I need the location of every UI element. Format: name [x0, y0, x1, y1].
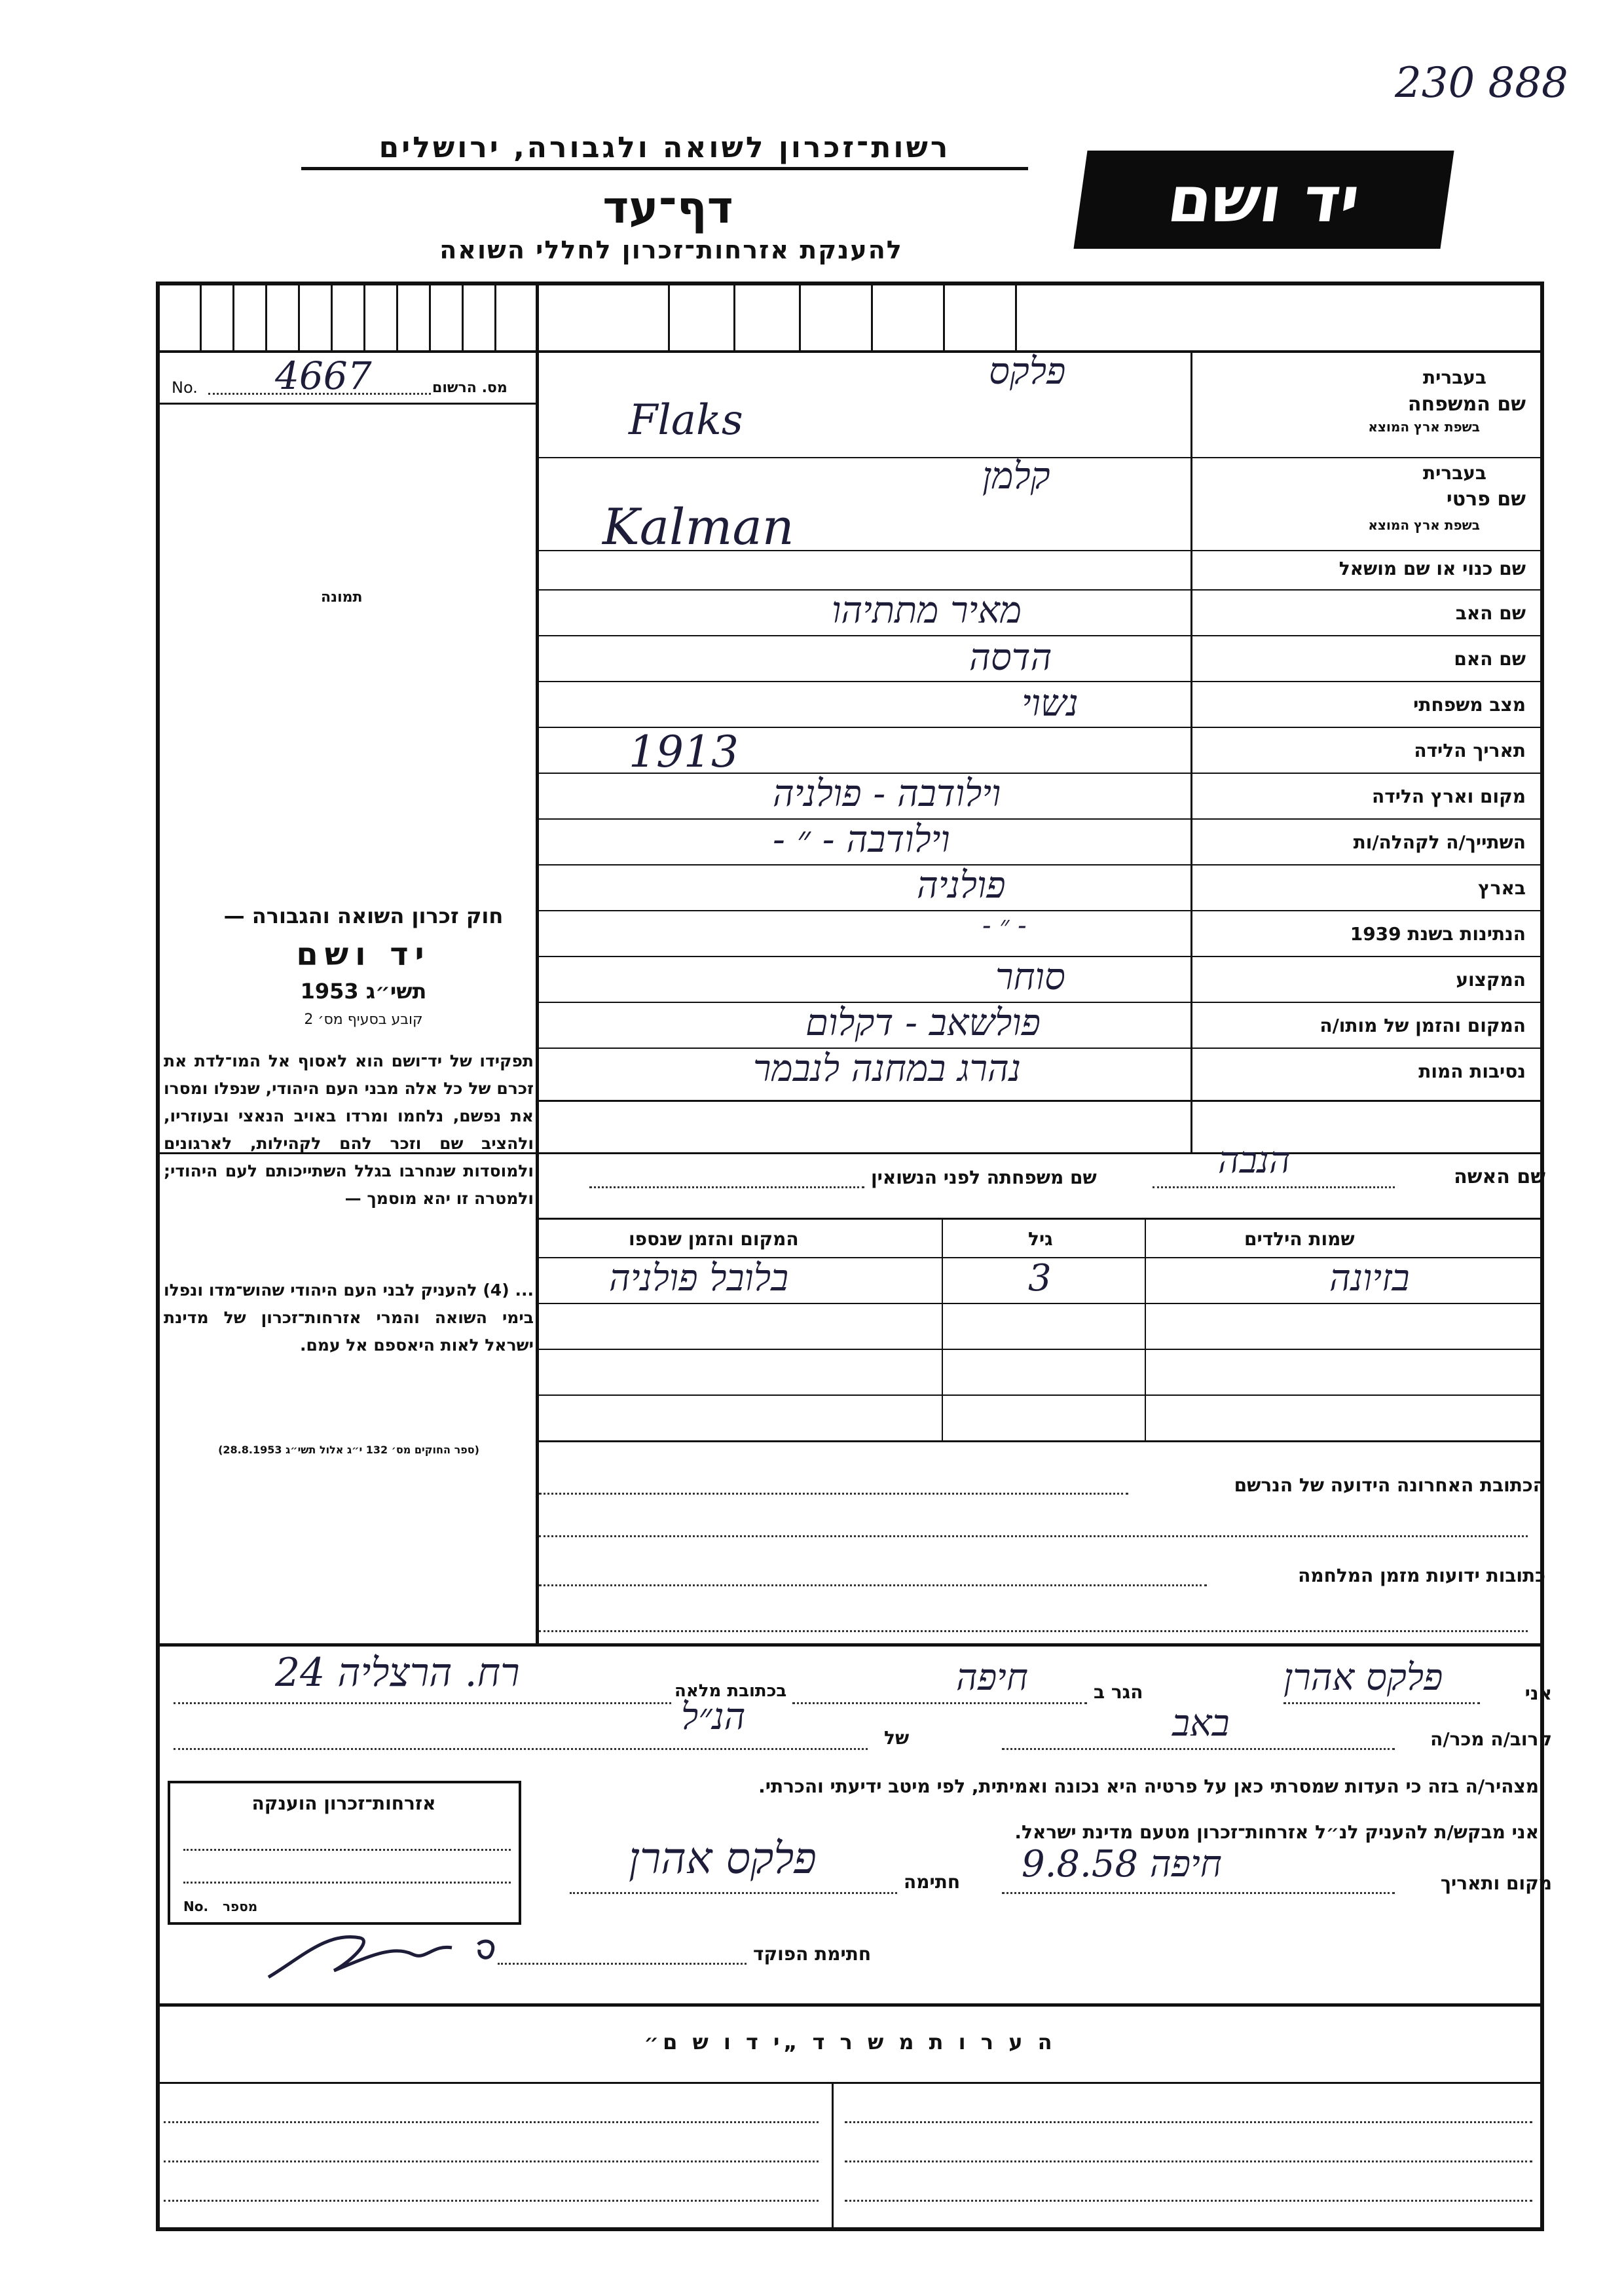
birth-place-value: וילודבה - פולניה	[773, 773, 1001, 815]
archive-number: 230 888	[1395, 59, 1568, 107]
child-name-value: בזיונה	[1329, 1257, 1410, 1300]
mother-label: שם האם	[1454, 648, 1526, 670]
place-date-value: חיפה 9.8.58	[1022, 1843, 1222, 1886]
declarant-signature: פלקס אהרן	[629, 1833, 817, 1884]
of-label: של	[884, 1727, 910, 1749]
country-label: בארץ	[1478, 877, 1526, 899]
wife-value: הנבה	[1218, 1139, 1291, 1182]
country-value: פולניה	[917, 864, 1006, 907]
marital-label: מצב משפחתי	[1413, 694, 1526, 716]
relation-value: באב	[1172, 1702, 1230, 1745]
law-name: יד ושם	[296, 936, 431, 973]
family-name-orig: Flaks	[629, 396, 743, 445]
child-place-value: בלובל פולניה	[609, 1257, 789, 1300]
declarant-name: פלקס אהרן	[1283, 1656, 1443, 1699]
law-year: תשי״ג 1953	[300, 979, 427, 1004]
maiden-name-label: שם משפחתה לפני הנשואין	[871, 1167, 1097, 1188]
death-place-value: פולשאב - דקלום	[805, 1002, 1041, 1044]
first-name-orig: Kalman	[602, 498, 794, 556]
citizenship-value: - ״ -	[982, 911, 1027, 941]
declarant-address: רח. הרצליה 24	[275, 1650, 520, 1696]
statement-2: אני מבקש/ת להעניק לנ״ל אזרחות־זכרון מטעם מדינת ישראל.	[1014, 1821, 1539, 1843]
hebrew-label-2: בעברית	[1422, 462, 1486, 484]
death-circ-label: נסיבות המות	[1418, 1061, 1526, 1082]
marital-value: נשוי	[1022, 682, 1079, 725]
death-place-label: המקום והזמן של מותו/ה	[1320, 1015, 1526, 1036]
of-value: הנ״ל	[681, 1696, 746, 1738]
reg-number-label: מס. הרשום	[432, 380, 507, 396]
profession-value: סוחר	[995, 956, 1065, 998]
family-name-label: שם המשפחה	[1407, 393, 1526, 416]
resident-label: הגר ב	[1094, 1681, 1143, 1703]
birth-date-value: 1913	[629, 727, 739, 777]
yad-vashem-logo	[1073, 151, 1454, 249]
hebrew-label-1: בעברית	[1422, 367, 1486, 388]
declarant-city: חיפה	[956, 1656, 1028, 1699]
father-value: מאיר מתתיהו	[832, 589, 1022, 632]
law-title: חוק זכרון השואה והגבורה —	[223, 903, 504, 928]
community-value: וילודבה - ״ -	[773, 818, 950, 861]
address-label: בכתובת מלאה	[674, 1681, 787, 1701]
community-label: השתייך/ה לקהלה/ות	[1353, 831, 1526, 853]
mother-value: הדסה	[969, 636, 1052, 679]
citizenship-stamp-box	[168, 1781, 521, 1925]
registration-number: 4667	[275, 354, 372, 398]
stamp-no-label: No.	[183, 1899, 209, 1914]
stamp-number-label: מספר	[223, 1899, 258, 1914]
children-names-header: שמות הילדים	[1244, 1228, 1355, 1250]
citizenship-label: הנתינות בשנת 1939	[1350, 923, 1526, 945]
birth-date-label: תאריך הלידה	[1414, 740, 1526, 761]
child-age-value: 3	[1028, 1257, 1052, 1300]
statement-1: מצהיר/ה בזה כי העדות שמסרתי כאן על פרטיה היא נכונה ואמיתית, לפי מיטב ידיעתי והכרתי.	[758, 1776, 1539, 1797]
first-name-label: שם פרטי	[1446, 488, 1526, 511]
family-name-heb: פלקס	[989, 350, 1066, 393]
declarant-i-label: אני	[1524, 1683, 1552, 1704]
relation-label: קרוב/ה מכר/ה	[1430, 1728, 1552, 1750]
wife-label: שם האשה	[1454, 1165, 1545, 1188]
stamp-box-title: אזרחות־זכרון הוענקה	[251, 1793, 436, 1814]
law-paragraph-2: ... (4) להעניק לבני העם היהודי שהוש־מדו ונפלו בימי השואה והמרי אזרחות־זכרון של מדינת ישראל לאות היאספם אל עמם.	[164, 1281, 534, 1355]
form-title: דף־עד	[602, 182, 733, 234]
officer-signature-label: חתימת הפוקד	[753, 1943, 872, 1965]
authority-name: רשות־זכרון לשואה ולגבורה, ירושלים	[301, 131, 1028, 170]
signature-label: חתימה	[904, 1871, 961, 1893]
first-name-heb: קלמן	[982, 455, 1050, 498]
reg-no-label: No.	[172, 378, 198, 397]
origin-lang-label-2: בשפת ארץ המוצא	[1368, 517, 1480, 533]
law-citation: (ספר החוקים מס׳ 132 י״ג אלול תשי״ג 28.8.1953)	[218, 1444, 479, 1456]
profession-label: המקצוע	[1456, 969, 1526, 991]
law-paragraph-1: תפקידו של יד־ושם הוא לאסוף אל המו־לדת את זכרם של כל אלה מבני העם היהודי, שנפלו ומסרו את נפשם, נלחמו ומרדו באויב הנאצי ובעוזריו, ולהציב שם וזכר להם לקהילות, לארגונים ולמוסדות שנחרבו בגלל השתייכותם לעם היהודי; ולמטרה זו יהא מוסמך —	[164, 1051, 534, 1208]
father-label: שם האב	[1455, 602, 1526, 624]
office-notes-title: ה ע ר ו ת מ ש ר ד „י ד ו ש ם״	[644, 2030, 1056, 2054]
birth-place-label: מקום וארץ הלידה	[1372, 786, 1526, 807]
origin-lang-label-1: בשפת ארץ המוצא	[1368, 419, 1480, 435]
nickname-label: שם כנוי או שם מושאל	[1338, 558, 1526, 579]
last-address-label: הכתובת האחרונה הידועה של הנרשם	[1234, 1474, 1545, 1496]
photo-label: תמונה	[321, 589, 363, 606]
place-date-label: מקום ותאריך	[1440, 1872, 1552, 1894]
logo-text: יד ושם	[1163, 163, 1365, 236]
form-subtitle: להענקת אזרחות־זכרון לחללי השואה	[439, 236, 903, 264]
war-address-label: כתובות ידועות מזמן המלחמה	[1298, 1565, 1545, 1586]
law-section: קובע בסעיף מס׳ 2	[304, 1011, 423, 1028]
officer-signature	[262, 1918, 563, 1990]
children-place-header: המקום והזמן שנספו	[629, 1228, 799, 1250]
children-age-header: גיל	[1028, 1228, 1053, 1250]
death-circ-value: נהרג במחנה לנבמר	[753, 1048, 1022, 1090]
